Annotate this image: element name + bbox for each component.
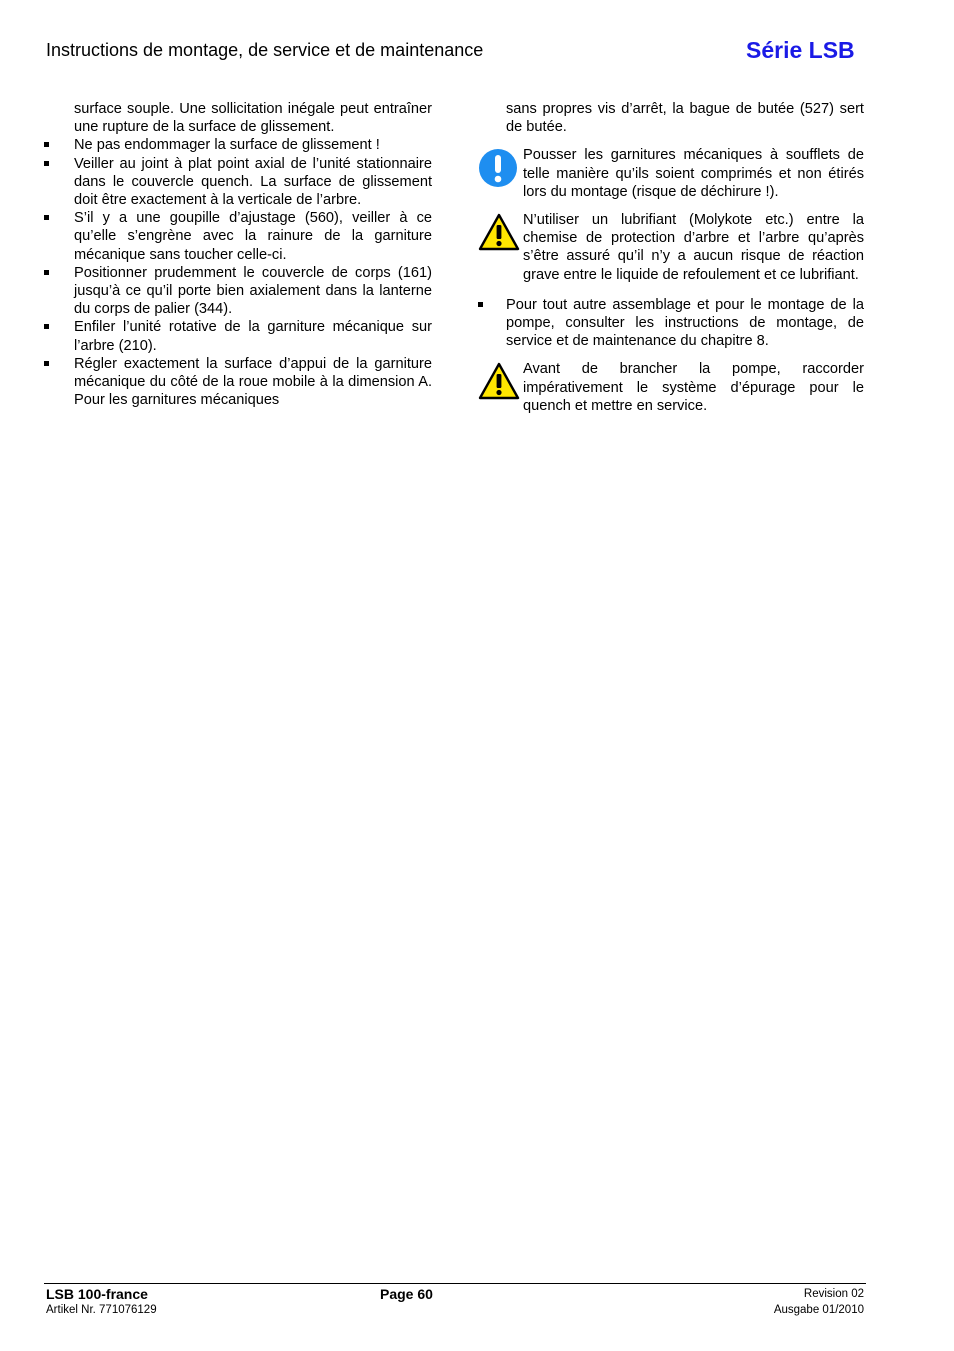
bullet-icon	[44, 270, 49, 275]
list-item: S’il y a une goupille d’ajustage (560), veiller à ce qu’elle s’engrène avec la rainure de la garniture mécanique sans toucher celle-ci.	[44, 209, 432, 264]
bullet-icon	[44, 142, 49, 147]
continuation-text: sans propres vis d’arrêt, la bague de butée (527) sert de butée.	[506, 101, 864, 136]
bullet-icon	[44, 215, 49, 220]
warning-triangle-icon	[478, 362, 520, 400]
bullet-icon	[44, 361, 49, 366]
notice-warning	[478, 211, 864, 284]
footer-article-number: Artikel Nr. 771076129	[46, 1304, 157, 1316]
list-item: Régler exactement la surface d’appui de la garniture mécanique du côté de la roue mobile à la dimension A. Pour les garnitures mécaniques	[44, 355, 432, 410]
warning-triangle-icon	[478, 213, 520, 251]
footer-revision: Revision 02	[803, 1288, 864, 1300]
list-item: Ne pas endommager la surface de glissement !	[44, 136, 432, 154]
notice-text: Avant de brancher la pompe, raccorder impérativement le système d’épurage pour le quench et mettre en service.	[523, 361, 864, 414]
footer-document: LSB 100-france	[46, 1286, 148, 1302]
footer-page-number: Page 60	[380, 1286, 433, 1302]
header-series: Série LSB	[746, 37, 855, 63]
bullet-icon	[478, 302, 483, 307]
continuation-text: surface souple. Une sollicitation inégale peut entraîner une rupture de la surface de glissement.	[74, 101, 432, 136]
notice-text: Pousser les garnitures mécaniques à soufflets de telle manière qu’ils soient comprimés et non étirés lors du montage (risque de déchirure !).	[523, 147, 864, 200]
bullet-icon	[44, 161, 49, 166]
right-column	[478, 100, 864, 415]
list-item: Enfiler l’unité rotative de la garniture mécanique sur l’arbre (210).	[44, 318, 432, 354]
list-item: Pour tout autre assemblage et pour le montage de la pompe, consulter les instructions de montage, de service et de maintenance du chapitre 8.	[478, 296, 864, 351]
notice-info	[478, 146, 864, 201]
notice-text: N’utiliser un lubrifiant (Molykote etc.) entre la chemise de protection d’arbre et l’arbre qu’après s’être assuré qu’il n’y a aucun risque de réaction grave entre le liquide de refoulement et ce lubrifiant.	[523, 212, 864, 283]
list-item: Veiller au joint à plat point axial de l’unité stationnaire dans le couvercle quench. La surface de glissement doit être exactement à la verticale de l’arbre.	[44, 155, 432, 210]
header-title: Instructions de montage, de service et de maintenance	[46, 40, 484, 60]
footer-issue: Ausgabe 01/2010	[773, 1304, 864, 1316]
notice-warning	[478, 360, 864, 415]
exclamation-circle-icon	[478, 148, 518, 188]
bullet-icon	[44, 324, 49, 329]
list-item: Positionner prudemment le couvercle de corps (161) jusqu’à ce qu’il porte bien axialement dans la lanterne du corps de palier (344).	[44, 264, 432, 319]
left-column	[44, 100, 432, 409]
footer-divider	[44, 1283, 866, 1284]
